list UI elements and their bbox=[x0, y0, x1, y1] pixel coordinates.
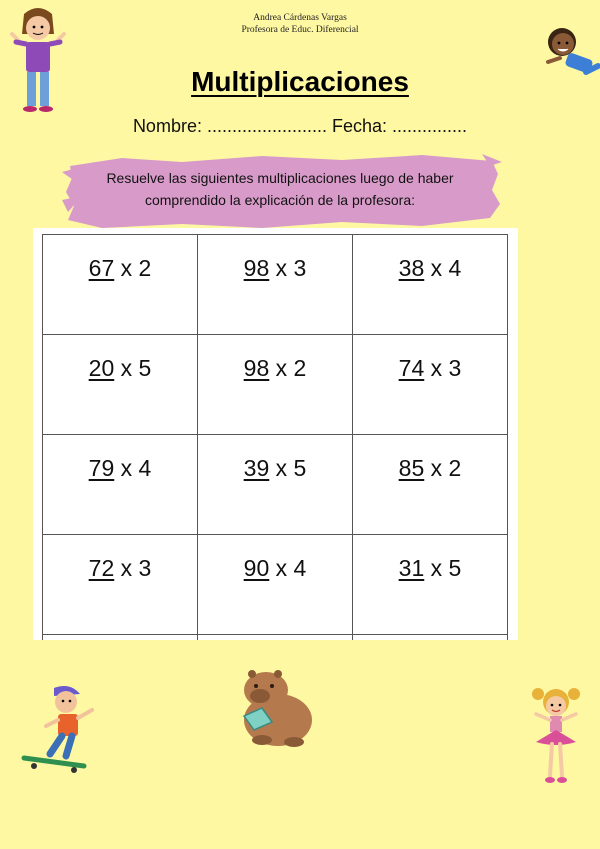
exercise-expression bbox=[353, 435, 507, 482]
multiplier: x 4 bbox=[424, 255, 462, 281]
multiplicand: 38 bbox=[398, 255, 425, 281]
multiplicand: 74 bbox=[398, 355, 425, 381]
exercise-expression bbox=[353, 335, 507, 382]
exercise-cell bbox=[353, 535, 508, 635]
multiplicand: 98 bbox=[243, 255, 270, 281]
exercise-cell bbox=[198, 335, 353, 435]
multiplicand: 72 bbox=[88, 555, 115, 581]
name-label: Nombre: ........................ bbox=[132, 116, 327, 136]
multiplier: x 5 bbox=[114, 355, 152, 381]
multiplier: x 3 bbox=[114, 555, 152, 581]
grid-row bbox=[43, 335, 508, 435]
multiplier: x 2 bbox=[114, 255, 152, 281]
boy-jumping-illustration bbox=[540, 22, 600, 84]
exercise-expression bbox=[353, 535, 507, 582]
exercise-expression bbox=[353, 635, 507, 640]
multiplicand: 67 bbox=[88, 255, 115, 281]
multiplier: x 2 bbox=[269, 355, 307, 381]
name-date-row bbox=[0, 116, 600, 137]
multiplier: x 5 bbox=[269, 455, 307, 481]
multiplicand: 98 bbox=[243, 355, 270, 381]
multiplicand: 20 bbox=[88, 355, 115, 381]
exercise-cell bbox=[43, 235, 198, 335]
exercise-cell bbox=[198, 635, 353, 641]
exercise-cell bbox=[353, 635, 508, 641]
exercise-cell bbox=[43, 535, 198, 635]
grid-row bbox=[43, 635, 508, 641]
multiplier: x 5 bbox=[424, 555, 462, 581]
author-role: Profesora de Educ. Diferencial bbox=[241, 25, 359, 35]
exercise-expression bbox=[198, 435, 352, 482]
multiplicand: 90 bbox=[243, 555, 270, 581]
capybara-reading-illustration bbox=[232, 664, 316, 748]
exercise-expression bbox=[353, 235, 507, 282]
multiplier: x 3 bbox=[269, 255, 307, 281]
exercise-expression bbox=[43, 635, 197, 640]
multiplier: x 3 bbox=[424, 355, 462, 381]
exercise-expression bbox=[198, 335, 352, 382]
exercise-cell bbox=[43, 435, 198, 535]
instructions-line-1: Resuelve las siguientes multiplicaciones luego de haber bbox=[106, 170, 454, 186]
exercise-expression bbox=[43, 235, 197, 282]
exercise-cell bbox=[43, 635, 198, 641]
date-label: Fecha: ............... bbox=[332, 116, 468, 136]
author-block bbox=[0, 12, 600, 36]
exercise-expression bbox=[43, 435, 197, 482]
author-name: Andrea Cárdenas Vargas bbox=[253, 13, 347, 23]
exercise-cell bbox=[353, 435, 508, 535]
ballerina-girl-illustration bbox=[528, 684, 584, 788]
multiplier: x 4 bbox=[269, 555, 307, 581]
multiplicand: 31 bbox=[398, 555, 425, 581]
multiplicand: 39 bbox=[243, 455, 270, 481]
multiplier: x 2 bbox=[424, 455, 462, 481]
grid-row bbox=[43, 235, 508, 335]
grid-row bbox=[43, 435, 508, 535]
grid-row bbox=[43, 535, 508, 635]
exercise-cell bbox=[353, 235, 508, 335]
exercise-sheet bbox=[33, 228, 518, 640]
exercise-expression bbox=[43, 335, 197, 382]
multiplicand: 79 bbox=[88, 455, 115, 481]
exercise-cell bbox=[353, 335, 508, 435]
exercise-expression bbox=[43, 535, 197, 582]
multiplicand: 85 bbox=[398, 455, 425, 481]
page-title-text: Multiplicaciones bbox=[191, 66, 409, 97]
exercise-cell bbox=[198, 235, 353, 335]
exercise-expression bbox=[198, 535, 352, 582]
girl-waving-illustration bbox=[8, 4, 68, 116]
exercise-expression bbox=[198, 635, 352, 640]
exercise-cell bbox=[198, 435, 353, 535]
instructions bbox=[60, 167, 500, 211]
skateboard-boy-illustration bbox=[14, 682, 98, 772]
exercise-expression bbox=[198, 235, 352, 282]
exercise-cell bbox=[43, 335, 198, 435]
exercise-cell bbox=[198, 535, 353, 635]
instructions-line-2: comprendido la explicación de la profesora: bbox=[144, 192, 416, 208]
multiplication-grid bbox=[42, 234, 508, 640]
multiplier: x 4 bbox=[114, 455, 152, 481]
page-title bbox=[0, 66, 600, 98]
